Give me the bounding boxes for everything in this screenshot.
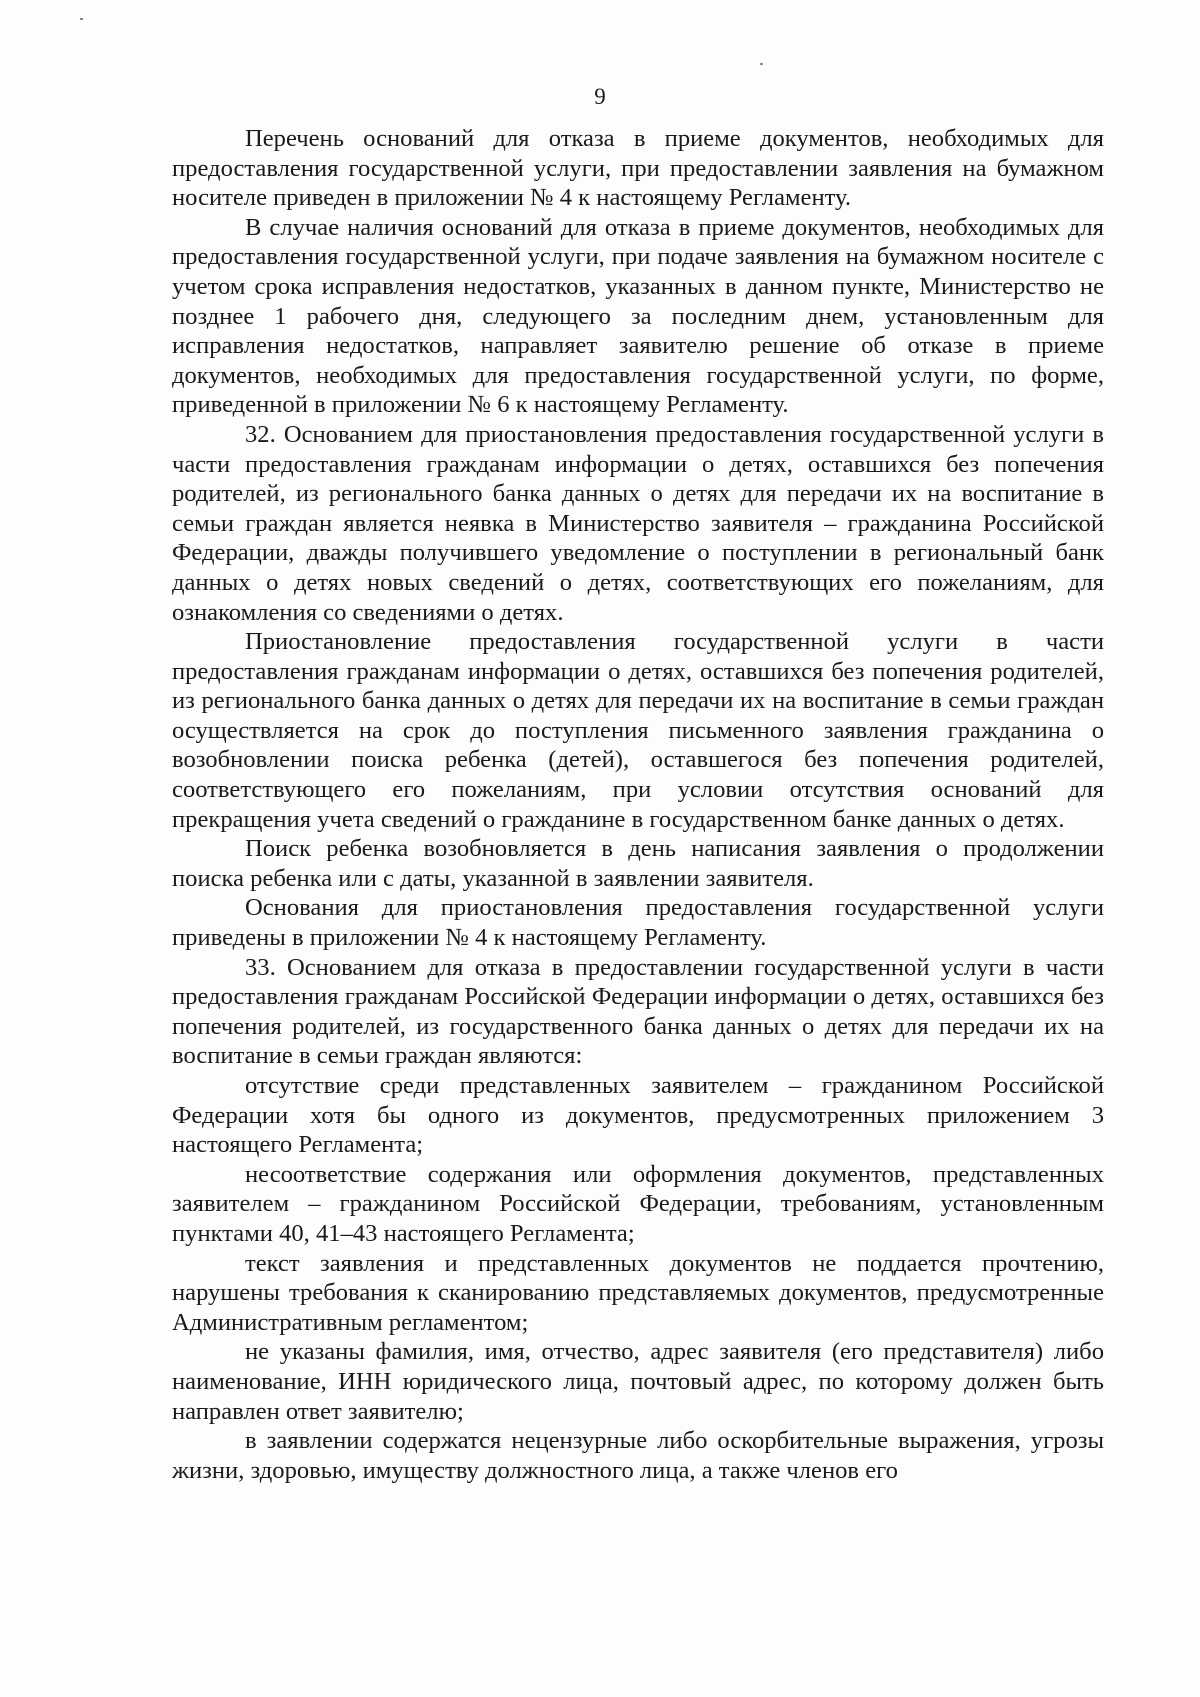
paragraph-refusal-procedure: В случае наличия оснований для отказа в приеме документов, необходимых для предоставления государственной услуги, при подаче заявления на бумажном носителе с учетом срока исправления недостатков, указанных в данном пункте, Министерство не позднее 1 рабочего дня, следующего за последним днем, установленным для исправления недостатков, направляет заявителю решение об отказе в приеме документов, необходимых для предоставления государственной услуги, по форме, приведенной в приложении № 6 к настоящему Регламенту. [172, 213, 1104, 419]
list-item-nonconformity: несоответствие содержания или оформления документов, представленных заявителем – гражданином Российской Федерации, требованиям, установленным пунктами 40, 41–43 настоящего Регламента; [172, 1160, 1104, 1247]
paragraph-search-resume: Поиск ребенка возобновляется в день написания заявления о продолжении поиска ребенка или с даты, указанной в заявлении заявителя. [172, 835, 1104, 892]
scan-speck [80, 18, 83, 20]
scan-speck [760, 63, 763, 65]
list-item-missing-documents: отсутствие среди представленных заявителем – гражданином Российской Федерации хотя бы одного из документов, предусмотренных приложением 3 настоящего Регламента; [172, 1072, 1104, 1159]
page-number: 9 [594, 84, 606, 109]
paragraph-item-33: 33. Основанием для отказа в предоставлении государственной услуги в части предоставления гражданам Российской Федерации информации о детях, оставшихся без попечения родителей, из государственного банка данных о детях для передачи их на воспитание в семьи граждан являются: [172, 953, 1104, 1070]
paragraph-item-32: 32. Основанием для приостановления предоставления государственной услуги в части предоставления гражданам информации о детях, оставшихся без попечения родителей, из регионального банка данных о детях для передачи их на воспитание в семьи граждан является неявка в Министерство заявителя – гражданина Российской Федерации, дважды получившего уведомление о поступлении в региональный банк данных о детях новых сведений о детях, соответствующих его пожеланиям, для ознакомления со сведениями о детях. [172, 420, 1104, 626]
paragraph-suspension-grounds: Основания для приостановления предоставления государственной услуги приведены в приложении № 4 к настоящему Регламенту. [172, 894, 1104, 952]
list-item-unreadable: текст заявления и представленных документов не поддается прочтению, нарушены требования к сканированию представляемых документов, предусмотренные Административным регламентом; [172, 1249, 1104, 1336]
list-item-offensive-content: в заявлении содержатся нецензурные либо оскорбительные выражения, угрозы жизни, здоровью, имуществу должностного лица, а также членов его [172, 1427, 1104, 1484]
list-item-missing-details: не указаны фамилия, имя, отчество, адрес заявителя (его представителя) либо наименование, ИНН юридического лица, почтовый адрес, по которому должен быть направлен ответ заявителю; [172, 1338, 1104, 1425]
document-body [172, 124, 1104, 1485]
paragraph-suspension: Приостановление предоставления государственной услуги в части предоставления гражданам информации о детях, оставшихся без попечения родителей, из регионального банка данных о детях для передачи их на воспитание в семьи граждан осуществляется на срок до поступления письменного заявления гражданина о возобновлении поиска ребенка (детей), оставшегося без попечения родителей, соответствующего его пожеланиям, при условии отсутствия оснований для прекращения учета сведений о гражданине в государственном банке данных о детях. [172, 628, 1104, 833]
paragraph-refusal-list: Перечень оснований для отказа в приеме документов, необходимых для предоставления государственной услуги, при предоставлении заявления на бумажном носителе приведен в приложении № 4 к настоящему Регламенту. [172, 125, 1104, 212]
